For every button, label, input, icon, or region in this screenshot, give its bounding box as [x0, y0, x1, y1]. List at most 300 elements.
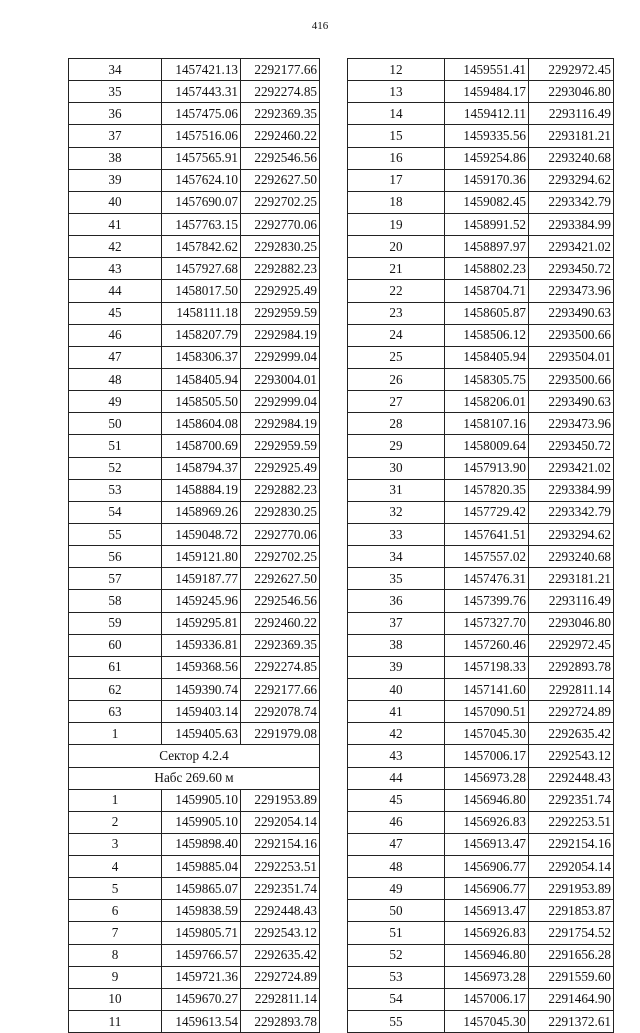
- x-coordinate: 1458017.50: [162, 280, 241, 302]
- y-coordinate: 2292078.74: [241, 701, 320, 723]
- x-coordinate: 1458306.37: [162, 346, 241, 368]
- table-row: [69, 988, 320, 1010]
- point-number: 37: [348, 612, 445, 634]
- y-coordinate: 2291754.52: [529, 922, 614, 944]
- table-row: [348, 656, 614, 678]
- y-coordinate: 2292351.74: [529, 789, 614, 811]
- y-coordinate: 2292972.45: [529, 59, 614, 81]
- x-coordinate: 1456913.47: [445, 833, 529, 855]
- y-coordinate: 2292635.42: [241, 944, 320, 966]
- y-coordinate: 2292972.45: [529, 634, 614, 656]
- point-number: 16: [348, 147, 445, 169]
- table-row: [348, 789, 614, 811]
- x-coordinate: 1459865.07: [162, 878, 241, 900]
- x-coordinate: 1458969.26: [162, 501, 241, 523]
- point-number: 20: [348, 236, 445, 258]
- x-coordinate: 1457141.60: [445, 678, 529, 700]
- point-number: 46: [69, 324, 162, 346]
- x-coordinate: 1456913.47: [445, 900, 529, 922]
- table-row: [348, 966, 614, 988]
- point-number: 60: [69, 634, 162, 656]
- table-row: [348, 767, 614, 789]
- y-coordinate: 2293240.68: [529, 147, 614, 169]
- x-coordinate: 1459187.77: [162, 568, 241, 590]
- table-row: [348, 280, 614, 302]
- point-number: 31: [348, 479, 445, 501]
- table-row: [69, 213, 320, 235]
- table-row: [69, 191, 320, 213]
- table-row: [348, 1011, 614, 1033]
- table-row: [348, 856, 614, 878]
- x-coordinate: 1459048.72: [162, 523, 241, 545]
- y-coordinate: 2293181.21: [529, 125, 614, 147]
- x-coordinate: 1458505.50: [162, 391, 241, 413]
- x-coordinate: 1458206.01: [445, 391, 529, 413]
- x-coordinate: 1457443.31: [162, 81, 241, 103]
- x-coordinate: 1457198.33: [445, 656, 529, 678]
- point-number: 18: [348, 191, 445, 213]
- x-coordinate: 1457045.30: [445, 723, 529, 745]
- y-coordinate: 2292448.43: [241, 900, 320, 922]
- x-coordinate: 1457913.90: [445, 457, 529, 479]
- table-row: [69, 833, 320, 855]
- table-row: [348, 258, 614, 280]
- sector-title: Сектор 4.2.4: [69, 745, 320, 767]
- point-number: 25: [348, 346, 445, 368]
- x-coordinate: 1457641.51: [445, 523, 529, 545]
- table-row: [348, 723, 614, 745]
- y-coordinate: 2293116.49: [529, 590, 614, 612]
- x-coordinate: 1457557.02: [445, 546, 529, 568]
- table-row: [69, 634, 320, 656]
- y-coordinate: 2292959.59: [241, 302, 320, 324]
- y-coordinate: 2292984.19: [241, 324, 320, 346]
- table-row: [348, 612, 614, 634]
- point-number: 36: [348, 590, 445, 612]
- x-coordinate: 1456926.83: [445, 922, 529, 944]
- table-row: [348, 457, 614, 479]
- point-number: 26: [348, 368, 445, 390]
- x-coordinate: 1457260.46: [445, 634, 529, 656]
- table-row: [69, 900, 320, 922]
- y-coordinate: 2292460.22: [241, 612, 320, 634]
- point-number: 40: [69, 191, 162, 213]
- x-coordinate: 1459254.86: [445, 147, 529, 169]
- table-row: [348, 479, 614, 501]
- point-number: 52: [348, 944, 445, 966]
- y-coordinate: 2293342.79: [529, 501, 614, 523]
- x-coordinate: 1458802.23: [445, 258, 529, 280]
- y-coordinate: 2292882.23: [241, 479, 320, 501]
- point-number: 54: [348, 988, 445, 1010]
- x-coordinate: 1458897.97: [445, 236, 529, 258]
- x-coordinate: 1457624.10: [162, 169, 241, 191]
- table-row: [348, 833, 614, 855]
- x-coordinate: 1457327.70: [445, 612, 529, 634]
- x-coordinate: 1456926.83: [445, 811, 529, 833]
- x-coordinate: 1457516.06: [162, 125, 241, 147]
- x-coordinate: 1459721.36: [162, 966, 241, 988]
- x-coordinate: 1457820.35: [445, 479, 529, 501]
- x-coordinate: 1458794.37: [162, 457, 241, 479]
- table-row: [348, 103, 614, 125]
- point-number: 3: [69, 833, 162, 855]
- y-coordinate: 2291953.89: [241, 789, 320, 811]
- table-row: [69, 413, 320, 435]
- point-number: 14: [348, 103, 445, 125]
- table-row: [69, 922, 320, 944]
- x-coordinate: 1459905.10: [162, 811, 241, 833]
- table-row: [348, 634, 614, 656]
- y-coordinate: 2292830.25: [241, 236, 320, 258]
- table-row: [69, 1011, 320, 1033]
- point-number: 5: [69, 878, 162, 900]
- table-row: [69, 878, 320, 900]
- y-coordinate: 2293384.99: [529, 479, 614, 501]
- point-number: 61: [69, 656, 162, 678]
- point-number: 19: [348, 213, 445, 235]
- point-number: 45: [348, 789, 445, 811]
- point-number: 37: [69, 125, 162, 147]
- point-number: 38: [69, 147, 162, 169]
- x-coordinate: 1459368.56: [162, 656, 241, 678]
- point-number: 4: [69, 856, 162, 878]
- point-number: 48: [348, 856, 445, 878]
- point-number: 13: [348, 81, 445, 103]
- y-coordinate: 2293046.80: [529, 612, 614, 634]
- y-coordinate: 2293504.01: [529, 346, 614, 368]
- point-number: 63: [69, 701, 162, 723]
- y-coordinate: 2292724.89: [529, 701, 614, 723]
- x-coordinate: 1459412.11: [445, 103, 529, 125]
- table-row: [69, 612, 320, 634]
- table-row: [69, 435, 320, 457]
- table-row: [69, 81, 320, 103]
- point-number: 45: [69, 302, 162, 324]
- table-row: [69, 723, 320, 745]
- y-coordinate: 2292635.42: [529, 723, 614, 745]
- x-coordinate: 1459082.45: [445, 191, 529, 213]
- table-row: [348, 811, 614, 833]
- point-number: 7: [69, 922, 162, 944]
- table-row: [348, 413, 614, 435]
- point-number: 17: [348, 169, 445, 191]
- y-coordinate: 2292460.22: [241, 125, 320, 147]
- y-coordinate: 2292369.35: [241, 634, 320, 656]
- y-coordinate: 2291372.61: [529, 1011, 614, 1033]
- point-number: 56: [69, 546, 162, 568]
- table-row: [69, 280, 320, 302]
- table-row: [69, 479, 320, 501]
- sector-header-row: [69, 745, 320, 767]
- right-coordinates-table: [347, 58, 614, 1033]
- x-coordinate: 1456946.80: [445, 944, 529, 966]
- x-coordinate: 1459766.57: [162, 944, 241, 966]
- point-number: 62: [69, 678, 162, 700]
- point-number: 53: [348, 966, 445, 988]
- table-row: [348, 324, 614, 346]
- y-coordinate: 2293450.72: [529, 258, 614, 280]
- point-number: 52: [69, 457, 162, 479]
- y-coordinate: 2292274.85: [241, 81, 320, 103]
- point-number: 50: [348, 900, 445, 922]
- y-coordinate: 2292543.12: [241, 922, 320, 944]
- x-coordinate: 1458605.87: [445, 302, 529, 324]
- point-number: 55: [69, 523, 162, 545]
- y-coordinate: 2292702.25: [241, 191, 320, 213]
- x-coordinate: 1457399.76: [445, 590, 529, 612]
- y-coordinate: 2293046.80: [529, 81, 614, 103]
- x-coordinate: 1459121.80: [162, 546, 241, 568]
- point-number: 22: [348, 280, 445, 302]
- x-coordinate: 1457475.06: [162, 103, 241, 125]
- point-number: 33: [348, 523, 445, 545]
- y-coordinate: 2293490.63: [529, 302, 614, 324]
- table-row: [69, 568, 320, 590]
- y-coordinate: 2292702.25: [241, 546, 320, 568]
- point-number: 21: [348, 258, 445, 280]
- y-coordinate: 2292959.59: [241, 435, 320, 457]
- y-coordinate: 2293342.79: [529, 191, 614, 213]
- y-coordinate: 2293116.49: [529, 103, 614, 125]
- point-number: 27: [348, 391, 445, 413]
- table-row: [69, 678, 320, 700]
- y-coordinate: 2293500.66: [529, 324, 614, 346]
- x-coordinate: 1459484.17: [445, 81, 529, 103]
- y-coordinate: 2293490.63: [529, 391, 614, 413]
- x-coordinate: 1459170.36: [445, 169, 529, 191]
- point-number: 46: [348, 811, 445, 833]
- x-coordinate: 1459336.81: [162, 634, 241, 656]
- table-row: [69, 701, 320, 723]
- table-row: [69, 302, 320, 324]
- y-coordinate: 2292546.56: [241, 590, 320, 612]
- point-number: 1: [69, 789, 162, 811]
- x-coordinate: 1457045.30: [445, 1011, 529, 1033]
- table-row: [348, 59, 614, 81]
- table-row: [69, 944, 320, 966]
- point-number: 51: [69, 435, 162, 457]
- sector-height: Набс 269.60 м: [69, 767, 320, 789]
- point-number: 24: [348, 324, 445, 346]
- y-coordinate: 2292253.51: [241, 856, 320, 878]
- y-coordinate: 2292274.85: [241, 656, 320, 678]
- x-coordinate: 1459885.04: [162, 856, 241, 878]
- table-row: [348, 213, 614, 235]
- y-coordinate: 2293450.72: [529, 435, 614, 457]
- table-row: [348, 125, 614, 147]
- table-row: [69, 546, 320, 568]
- x-coordinate: 1456946.80: [445, 789, 529, 811]
- point-number: 51: [348, 922, 445, 944]
- table-row: [348, 169, 614, 191]
- x-coordinate: 1459805.71: [162, 922, 241, 944]
- table-row: [348, 147, 614, 169]
- y-coordinate: 2291559.60: [529, 966, 614, 988]
- x-coordinate: 1459898.40: [162, 833, 241, 855]
- point-number: 35: [348, 568, 445, 590]
- point-number: 53: [69, 479, 162, 501]
- x-coordinate: 1457090.51: [445, 701, 529, 723]
- y-coordinate: 2292811.14: [241, 988, 320, 1010]
- point-number: 15: [348, 125, 445, 147]
- point-number: 40: [348, 678, 445, 700]
- point-number: 43: [69, 258, 162, 280]
- y-coordinate: 2293421.02: [529, 457, 614, 479]
- y-coordinate: 2293240.68: [529, 546, 614, 568]
- table-row: [348, 191, 614, 213]
- x-coordinate: 1458111.18: [162, 302, 241, 324]
- y-coordinate: 2293294.62: [529, 523, 614, 545]
- y-coordinate: 2292882.23: [241, 258, 320, 280]
- y-coordinate: 2292253.51: [529, 811, 614, 833]
- y-coordinate: 2292999.04: [241, 346, 320, 368]
- point-number: 32: [348, 501, 445, 523]
- x-coordinate: 1459403.14: [162, 701, 241, 723]
- point-number: 41: [69, 213, 162, 235]
- x-coordinate: 1458009.64: [445, 435, 529, 457]
- point-number: 42: [348, 723, 445, 745]
- y-coordinate: 2293500.66: [529, 368, 614, 390]
- point-number: 57: [69, 568, 162, 590]
- point-number: 1: [69, 723, 162, 745]
- point-number: 41: [348, 701, 445, 723]
- y-coordinate: 2293181.21: [529, 568, 614, 590]
- x-coordinate: 1458305.75: [445, 368, 529, 390]
- y-coordinate: 2292543.12: [529, 745, 614, 767]
- table-row: [348, 568, 614, 590]
- table-row: [69, 258, 320, 280]
- table-row: [348, 391, 614, 413]
- y-coordinate: 2292770.06: [241, 213, 320, 235]
- y-coordinate: 2292448.43: [529, 767, 614, 789]
- x-coordinate: 1457421.13: [162, 59, 241, 81]
- table-row: [348, 988, 614, 1010]
- point-number: 30: [348, 457, 445, 479]
- point-number: 58: [69, 590, 162, 612]
- x-coordinate: 1459838.59: [162, 900, 241, 922]
- page-number: 416: [311, 20, 329, 32]
- x-coordinate: 1458107.16: [445, 413, 529, 435]
- y-coordinate: 2292830.25: [241, 501, 320, 523]
- point-number: 54: [69, 501, 162, 523]
- table-row: [348, 745, 614, 767]
- x-coordinate: 1457927.68: [162, 258, 241, 280]
- x-coordinate: 1458506.12: [445, 324, 529, 346]
- x-coordinate: 1458207.79: [162, 324, 241, 346]
- table-row: [348, 878, 614, 900]
- table-row: [69, 169, 320, 191]
- y-coordinate: 2291464.90: [529, 988, 614, 1010]
- table-row: [69, 523, 320, 545]
- y-coordinate: 2292177.66: [241, 59, 320, 81]
- y-coordinate: 2291979.08: [241, 723, 320, 745]
- y-coordinate: 2292811.14: [529, 678, 614, 700]
- table-row: [69, 59, 320, 81]
- y-coordinate: 2292154.16: [241, 833, 320, 855]
- y-coordinate: 2293473.96: [529, 413, 614, 435]
- table-row: [69, 501, 320, 523]
- x-coordinate: 1457729.42: [445, 501, 529, 523]
- table-row: [348, 368, 614, 390]
- x-coordinate: 1458704.71: [445, 280, 529, 302]
- x-coordinate: 1458884.19: [162, 479, 241, 501]
- x-coordinate: 1459670.27: [162, 988, 241, 1010]
- y-coordinate: 2293473.96: [529, 280, 614, 302]
- point-number: 11: [69, 1011, 162, 1033]
- point-number: 50: [69, 413, 162, 435]
- y-coordinate: 2292999.04: [241, 391, 320, 413]
- y-coordinate: 2292893.78: [529, 656, 614, 678]
- left-coordinates-table: [68, 58, 320, 1033]
- y-coordinate: 2292369.35: [241, 103, 320, 125]
- x-coordinate: 1456906.77: [445, 856, 529, 878]
- table-row: [69, 457, 320, 479]
- x-coordinate: 1458991.52: [445, 213, 529, 235]
- table-row: [69, 391, 320, 413]
- y-coordinate: 2292925.49: [241, 280, 320, 302]
- point-number: 9: [69, 966, 162, 988]
- x-coordinate: 1457006.17: [445, 745, 529, 767]
- table-row: [69, 789, 320, 811]
- table-row: [69, 656, 320, 678]
- point-number: 49: [348, 878, 445, 900]
- point-number: 10: [69, 988, 162, 1010]
- y-coordinate: 2292054.14: [529, 856, 614, 878]
- y-coordinate: 2293294.62: [529, 169, 614, 191]
- table-row: [69, 811, 320, 833]
- y-coordinate: 2292770.06: [241, 523, 320, 545]
- table-row: [69, 103, 320, 125]
- point-number: 34: [69, 59, 162, 81]
- table-row: [348, 435, 614, 457]
- y-coordinate: 2292177.66: [241, 678, 320, 700]
- point-number: 6: [69, 900, 162, 922]
- table-row: [348, 236, 614, 258]
- y-coordinate: 2291656.28: [529, 944, 614, 966]
- point-number: 36: [69, 103, 162, 125]
- x-coordinate: 1459335.56: [445, 125, 529, 147]
- table-row: [348, 678, 614, 700]
- point-number: 44: [69, 280, 162, 302]
- table-row: [348, 523, 614, 545]
- table-row: [69, 856, 320, 878]
- table-row: [348, 900, 614, 922]
- point-number: 39: [69, 169, 162, 191]
- point-number: 42: [69, 236, 162, 258]
- y-coordinate: 2292154.16: [529, 833, 614, 855]
- y-coordinate: 2292893.78: [241, 1011, 320, 1033]
- point-number: 35: [69, 81, 162, 103]
- y-coordinate: 2292724.89: [241, 966, 320, 988]
- x-coordinate: 1459390.74: [162, 678, 241, 700]
- x-coordinate: 1458604.08: [162, 413, 241, 435]
- point-number: 49: [69, 391, 162, 413]
- x-coordinate: 1458405.94: [162, 368, 241, 390]
- table-row: [69, 125, 320, 147]
- table-row: [69, 236, 320, 258]
- x-coordinate: 1459551.41: [445, 59, 529, 81]
- point-number: 28: [348, 413, 445, 435]
- table-row: [69, 966, 320, 988]
- y-coordinate: 2292054.14: [241, 811, 320, 833]
- table-row: [348, 944, 614, 966]
- y-coordinate: 2292925.49: [241, 457, 320, 479]
- y-coordinate: 2291953.89: [529, 878, 614, 900]
- sector-header-row: [69, 767, 320, 789]
- x-coordinate: 1459245.96: [162, 590, 241, 612]
- point-number: 39: [348, 656, 445, 678]
